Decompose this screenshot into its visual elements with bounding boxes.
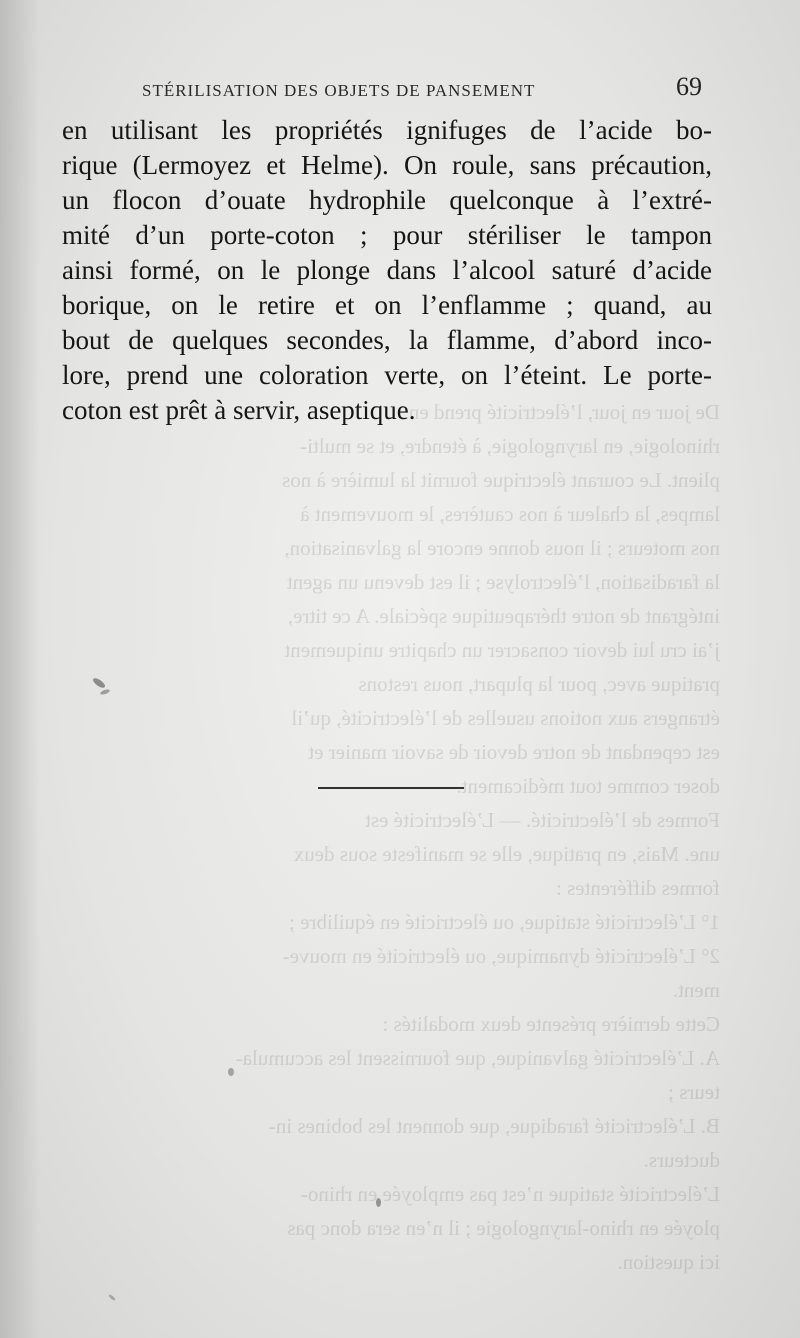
bleed-line: B. L’électricité faradique, que donnent les bobines in- (268, 1114, 720, 1138)
body-paragraph (62, 113, 712, 428)
bleed-line: intégrant de notre thérapeutique spéciale. A ce titre, (287, 604, 720, 628)
bleed-line: ici question. (617, 1250, 720, 1274)
bleed-line: une. Mais, en pratique, elle se manifeste sous deux (293, 842, 720, 866)
bleed-line: lampes, la chaleur à nos cautères, le mouvement à (300, 502, 720, 526)
text-line: en utilisant les propriétés ignifuges de l’acide bo- (62, 115, 712, 145)
bleed-line: étrangers aux notions usuelles de l’électricité, qu’il (291, 706, 720, 730)
bleed-line: la faradisation, l’électrolyse ; il est devenu un agent (286, 570, 720, 594)
bleed-line: doser comme tout médicament. (456, 774, 720, 798)
bleed-line: rhinologie, en laryngologie, à étendre, et se multi- (300, 434, 720, 458)
bleed-line: est cependant de notre devoir de savoir manier et (308, 740, 720, 764)
text-line: lore, prend une coloration verte, on l’éteint. Le porte- (62, 360, 712, 390)
bleed-line: De jour en jour, l’électricité prend en (408, 400, 720, 424)
text-line: mité d’un porte-coton ; pour stériliser le tampon (62, 220, 712, 250)
bleed-line: nos moteurs ; il nous donne encore la galvanisation, (284, 536, 720, 560)
bleed-line: ment. (672, 978, 720, 1002)
bleed-line: formes différentes : (555, 876, 720, 900)
text-line: coton est prêt à servir, aseptique. (62, 395, 416, 425)
bleed-line: Cette dernière présente deux modalités : (382, 1012, 720, 1036)
page-header (142, 72, 708, 104)
text-line: un flocon d’ouate hydrophile quelconque à l’extré- (62, 185, 712, 215)
ink-speck (108, 1294, 116, 1301)
bleed-line: 1° L’électricité statique, ou électricité en équilibre ; (289, 910, 720, 934)
text-line: borique, on le retire et on l’enflamme ; quand, au (62, 290, 712, 320)
bleed-line: plient. Le courant électrique fournit la lumière à nos (282, 468, 720, 492)
text-line: ainsi formé, on le plonge dans l’alcool saturé d’acide (62, 255, 712, 285)
text-line: bout de quelques secondes, la flamme, d’abord inco- (62, 325, 712, 355)
bleed-through-text (70, 395, 720, 1275)
bleed-line: L’électricité statique n’est pas employée en rhino- (300, 1182, 720, 1206)
bleed-line: Formes de l’électricité. — L’électricité est (365, 808, 720, 832)
running-title: STÉRILISATION DES OBJETS DE PANSEMENT (142, 81, 536, 100)
ink-speck (100, 688, 111, 695)
bleed-line: pratique avec, pour la plupart, nous restons (358, 672, 720, 696)
bleed-line: ducteurs. (643, 1148, 720, 1172)
bleed-line: A. L’électricité galvanique, que fournissent les accumula- (235, 1046, 720, 1070)
page-number: 69 (676, 72, 702, 101)
binding-shadow (0, 0, 40, 1338)
bleed-line: teurs ; (668, 1080, 720, 1104)
section-divider-rule (318, 787, 464, 789)
text-line: rique (Lermoyez et Helme). On roule, sans précaution, (62, 150, 712, 180)
ink-speck (228, 1068, 234, 1076)
bleed-line: 2° L’électricité dynamique, ou électricité en mouve- (282, 944, 720, 968)
bleed-line: j’ai cru lui devoir consacrer un chapitre uniquement (284, 638, 720, 662)
ink-speck (92, 677, 107, 690)
ink-speck (376, 1198, 381, 1207)
bleed-line: ployée en rhino-laryngologie ; il n’en sera donc pas (287, 1216, 720, 1240)
